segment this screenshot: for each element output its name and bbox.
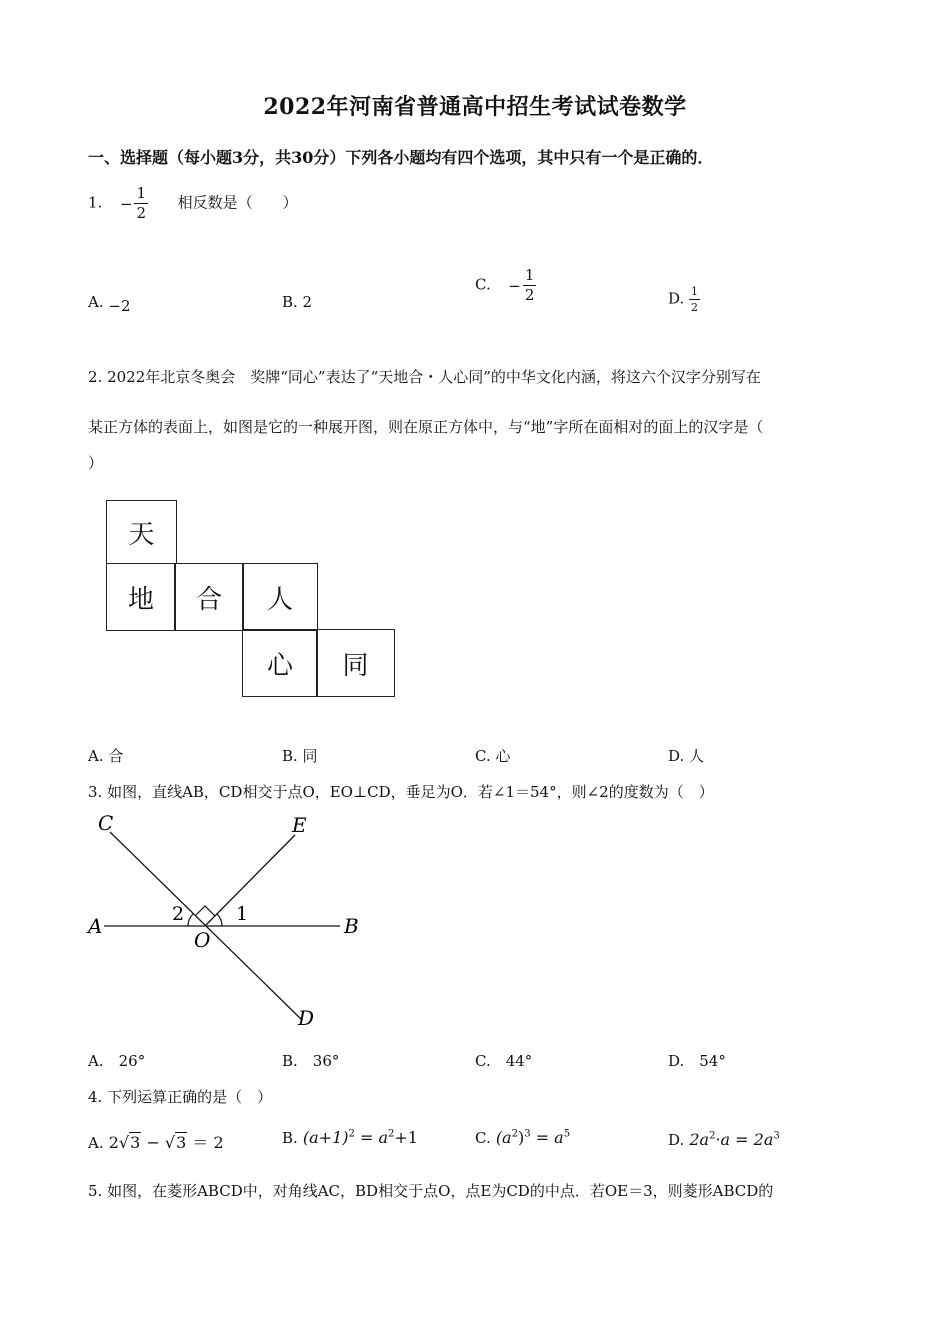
exponent: 2	[348, 1128, 355, 1140]
exponent: 5	[563, 1128, 571, 1140]
option-label: C.	[475, 275, 491, 294]
exponent: 3	[773, 1130, 780, 1142]
denominator: 2	[524, 286, 535, 304]
minus-sign: −	[508, 276, 521, 295]
minus-sign: −	[119, 194, 133, 213]
question-2-option-d: D. 人	[668, 747, 705, 765]
net-face-xin: 心	[242, 629, 318, 697]
equation-rhs: = a	[535, 1128, 564, 1147]
question-5-stem: 5. 如图，在菱形ABCD中，对角线AC，BD相交于点O，点E为CD的中点．若OE＝3，则菱形ABCD的	[88, 1182, 774, 1200]
label-a: A	[88, 914, 103, 938]
ray-oe	[205, 835, 295, 926]
question-4-stem: 4. 下列运算正确的是（ ）	[88, 1088, 273, 1106]
question-1-option-b: B. 2	[282, 293, 313, 311]
label-o: O	[194, 928, 211, 952]
option-label: A.	[88, 293, 104, 311]
sqrt-sign: √	[118, 1133, 130, 1152]
label-c: C	[98, 811, 114, 835]
net-face-ren: 人	[242, 563, 318, 631]
option-label: D.	[668, 289, 685, 308]
exponent: 2	[709, 1130, 716, 1142]
question-4-option-c	[475, 1128, 570, 1147]
net-face-tian: 天	[106, 500, 177, 564]
numerator: 1	[691, 285, 699, 298]
expression: (a	[495, 1128, 512, 1147]
exponent: 2	[511, 1128, 518, 1140]
net-face-tong: 同	[316, 629, 395, 697]
section-heading: 一、选择题（每小题3分，共30分）下列各小题均有四个选项，其中只有一个是正确的．	[88, 148, 714, 167]
denominator: 2	[136, 204, 146, 222]
exponent: 3	[524, 1128, 531, 1140]
question-2-option-c: C. 心	[475, 747, 511, 765]
right-angle-mark	[195, 906, 215, 916]
page-title: 2022年河南省普通高中招生考试试卷数学	[263, 94, 687, 120]
label-angle-2: 2	[172, 903, 185, 925]
question-number: 1.	[88, 193, 103, 212]
equation-rhs: ＝ 2	[192, 1133, 224, 1152]
question-2-option-a: A. 合	[88, 747, 124, 765]
angle-1-arc	[217, 914, 222, 926]
equation-rhs: = a	[359, 1128, 388, 1147]
expression: (a+1)	[302, 1128, 349, 1147]
sqrt-sign: √	[164, 1133, 176, 1152]
expression-mid: ·a = 2a	[715, 1130, 774, 1149]
option-label: B.	[282, 1129, 298, 1147]
exponent: 2	[388, 1128, 395, 1140]
label-e: E	[292, 813, 307, 837]
question-2-line-1: 2. 2022年北京冬奥会 奖牌“同心”表达了“天地合・人心同”的中华文化内涵，将这六个汉字分别写在	[88, 368, 761, 386]
denominator: 2	[691, 301, 699, 314]
question-2-option-b: B. 同	[282, 747, 318, 765]
question-2-line-3: ）	[88, 454, 104, 472]
question-3-option-a: A. 26°	[88, 1052, 146, 1070]
option-value: −2	[108, 297, 131, 315]
coefficient: 2	[108, 1133, 119, 1152]
radicand: 3	[176, 1133, 187, 1152]
option-label: A.	[88, 1134, 104, 1152]
radicand: 3	[130, 1133, 141, 1152]
numerator: 1	[136, 184, 146, 202]
net-face-he: 合	[174, 563, 244, 631]
question-3-option-b: B. 36°	[282, 1052, 340, 1070]
expression: 2a	[689, 1130, 710, 1149]
question-4-option-d	[668, 1130, 780, 1149]
option-label: D.	[668, 1131, 685, 1149]
question-text: 相反数是（ ）	[177, 193, 298, 212]
question-3-option-c: C. 44°	[475, 1052, 533, 1070]
label-b: B	[344, 914, 359, 938]
label-d: D	[298, 1006, 315, 1030]
question-3-stem: 3. 如图，直线AB，CD相交于点O，EO⊥CD，垂足为O．若∠1＝54°，则∠2的度数为（ ）	[88, 783, 714, 801]
question-4-option-b	[282, 1128, 418, 1147]
question-4-option-a	[88, 1130, 224, 1153]
net-face-di: 地	[106, 563, 176, 631]
paren: )	[517, 1128, 525, 1147]
question-2-line-2: 某正方体的表面上，如图是它的一种展开图，则在原正方体中，与“地”字所在面相对的面上的汉字是（	[88, 418, 764, 436]
label-angle-1: 1	[236, 903, 249, 925]
angle-2-arc	[188, 914, 193, 926]
question-3-option-d: D. 54°	[668, 1052, 726, 1070]
expression-tail: +1	[394, 1128, 418, 1147]
option-label: C.	[475, 1129, 491, 1147]
minus-sign: −	[146, 1133, 160, 1152]
numerator: 1	[524, 266, 535, 284]
